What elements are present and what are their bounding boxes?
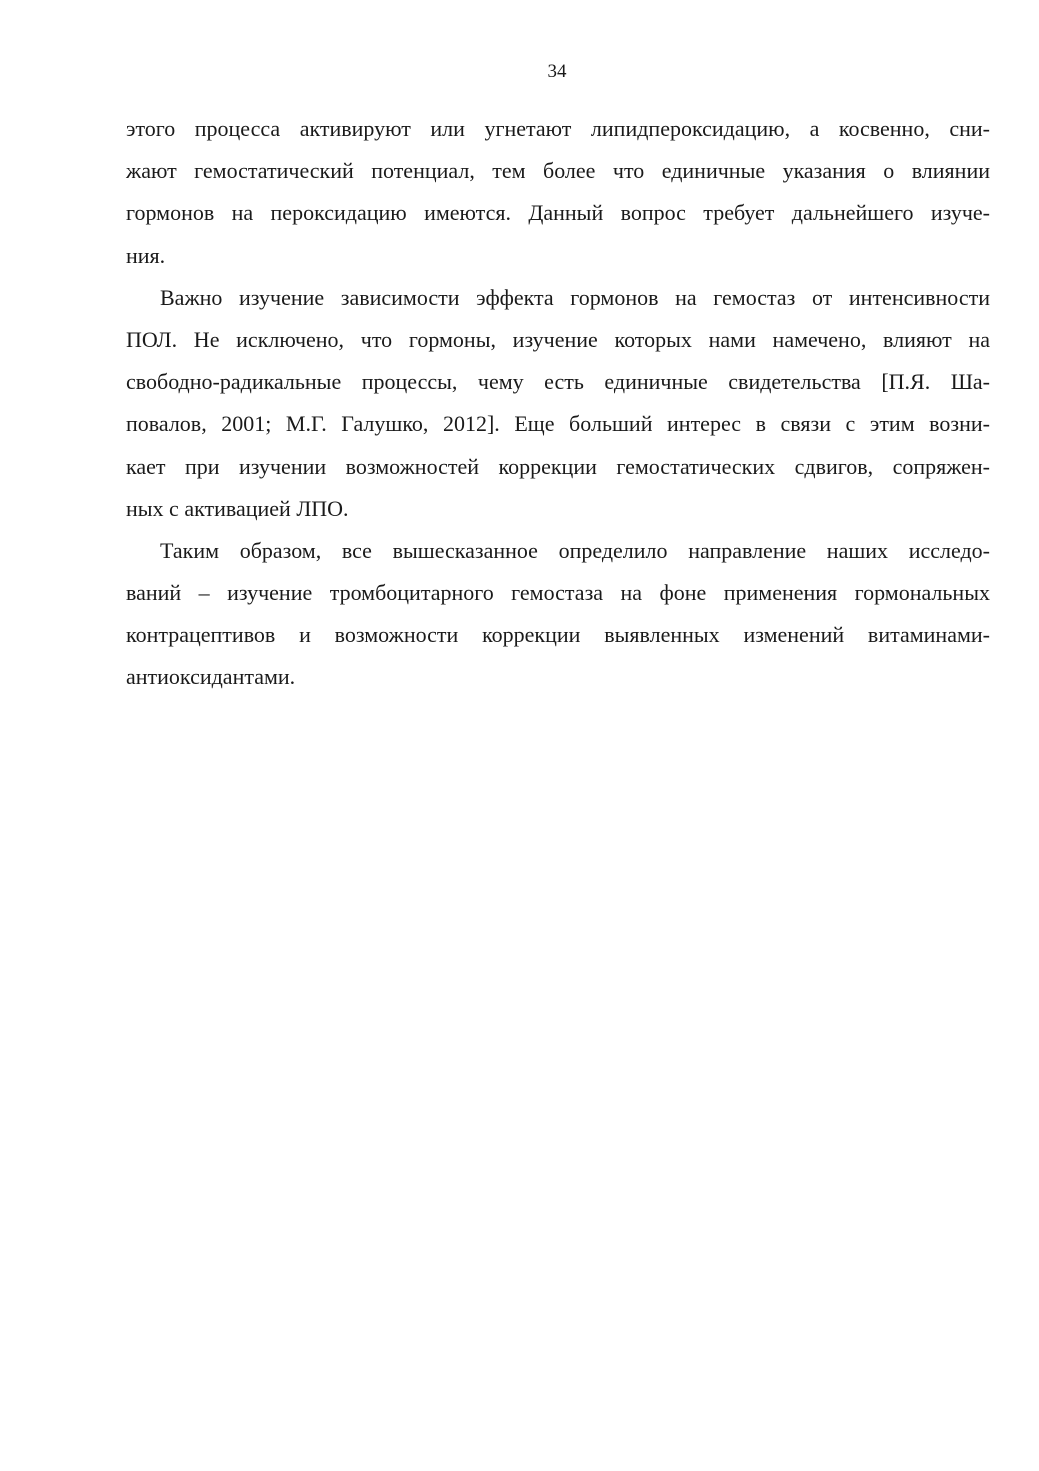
- text-line: гормонов на пероксидацию имеются. Данный вопрос требует дальнейшего изуче-: [126, 200, 990, 226]
- paragraph-2: [126, 277, 990, 530]
- document-body: [126, 108, 990, 699]
- text-line: ваний – изучение тромбоцитарного гемостаза на фоне применения гормональных: [126, 580, 990, 606]
- text-line: антиоксидантами.: [126, 664, 296, 690]
- page-number: 34: [547, 61, 567, 82]
- text-line: Важно изучение зависимости эффекта гормонов на гемостаз от интенсивности: [160, 284, 990, 310]
- text-line: контрацептивов и возможности коррекции выявленных изменений витаминами-: [126, 622, 990, 648]
- text-line: жают гемостатический потенциал, тем более что единичные указания о влиянии: [126, 158, 990, 184]
- paragraph-1: [126, 108, 990, 277]
- text-line: ния.: [126, 242, 166, 268]
- text-line: ных с активацией ЛПО.: [126, 495, 349, 521]
- text-line: свободно-радикальные процессы, чему есть единичные свидетельства [П.Я. Ша-: [126, 369, 990, 395]
- text-line: кает при изучении возможностей коррекции гемостатических сдвигов, сопряжен-: [126, 453, 990, 479]
- text-line: Таким образом, все вышесказанное определило направление наших исследо-: [160, 537, 990, 563]
- paragraph-3: [126, 530, 990, 699]
- text-line: этого процесса активируют или угнетают липидпероксидацию, а косвенно, сни-: [126, 116, 990, 141]
- text-line: повалов, 2001; М.Г. Галушко, 2012]. Еще больший интерес в связи с этим возни-: [126, 411, 990, 437]
- text-line: ПОЛ. Не исключено, что гормоны, изучение которых нами намечено, влияют на: [126, 326, 990, 352]
